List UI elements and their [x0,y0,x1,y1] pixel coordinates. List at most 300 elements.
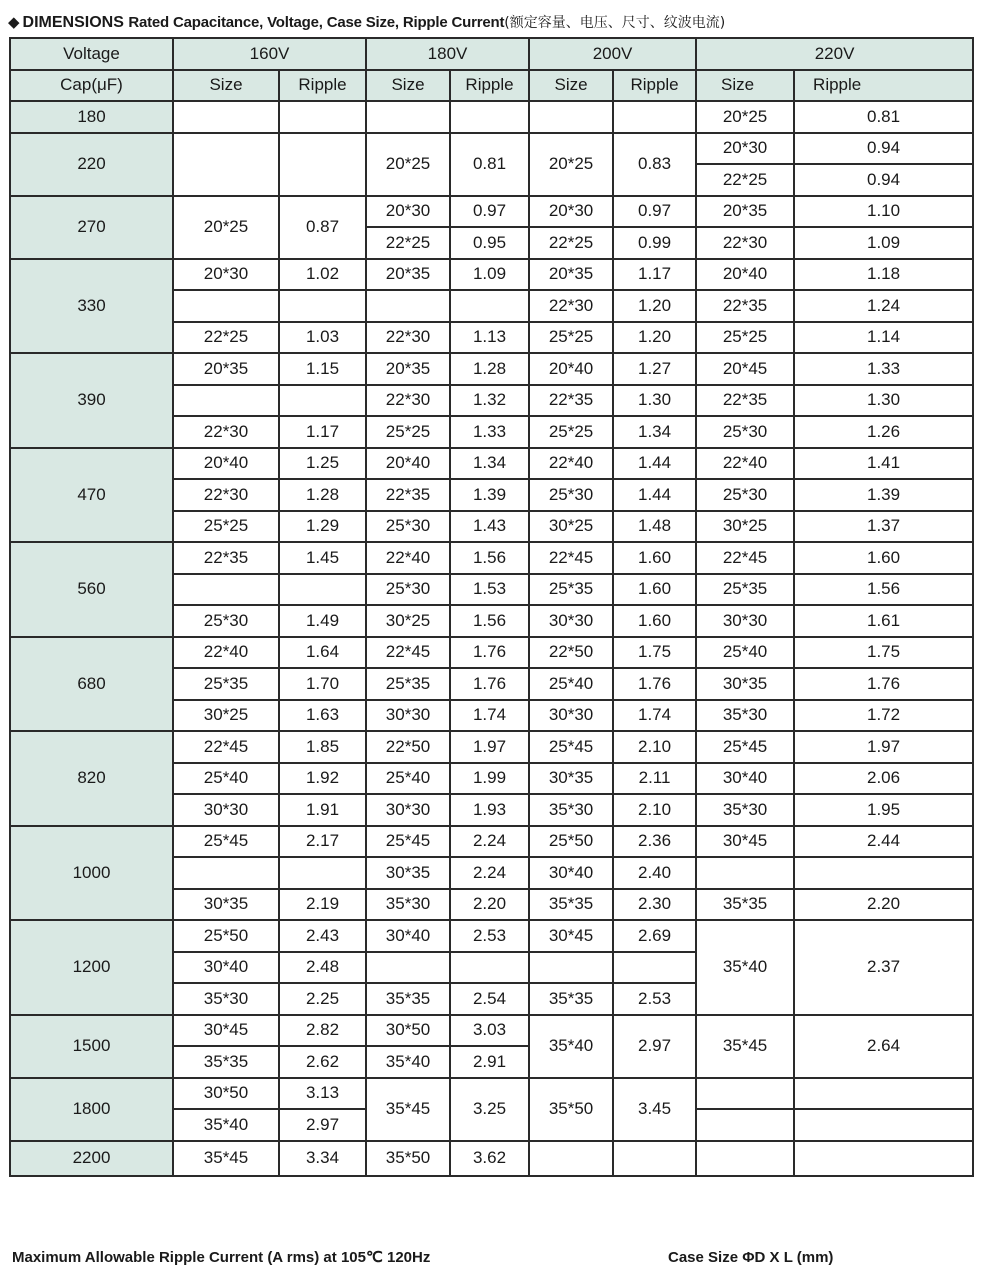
table-row [10,1015,973,1047]
ripple-cell: 1.61 [794,605,973,637]
ripple-cell: 0.97 [613,196,696,228]
voltage-220-header: 220V [696,38,973,70]
size-cell: 20*35 [696,196,794,228]
size-cell [529,101,613,133]
size-cell [173,290,279,322]
size-cell: 22*35 [696,290,794,322]
ripple-cell: 1.39 [450,479,529,511]
size-cell: 22*45 [529,542,613,574]
size-cell: 20*35 [173,353,279,385]
cap-value: 1200 [10,920,173,1015]
size-cell: 20*25 [696,101,794,133]
size-cell: 25*45 [366,826,450,858]
size-cell: 20*35 [366,353,450,385]
cap-value: 1500 [10,1015,173,1078]
ripple-cell: 1.76 [450,637,529,669]
size-cell: 35*50 [529,1078,613,1141]
ripple-cell: 1.75 [794,637,973,669]
size-cell: 25*25 [366,416,450,448]
ripple-cell [794,1078,973,1110]
size-cell: 22*50 [366,731,450,763]
ripple-cell: 1.63 [279,700,366,732]
size-cell: 35*45 [366,1078,450,1141]
ripple-cell: 0.99 [613,227,696,259]
ripple-cell: 1.09 [794,227,973,259]
size-cell [173,101,279,133]
size-cell: 22*35 [173,542,279,574]
voltage-200-header: 200V [529,38,696,70]
size-cell: 25*40 [696,637,794,669]
ripple-cell: 2.62 [279,1046,366,1078]
size-cell: 35*40 [696,920,794,1015]
ripple-cell: 1.13 [450,322,529,354]
size-cell: 22*30 [366,322,450,354]
size-cell [529,952,613,984]
size-cell: 20*45 [696,353,794,385]
size-cell: 22*25 [696,164,794,196]
size-cell: 22*25 [173,322,279,354]
table-row [10,1078,973,1110]
size-cell: 22*25 [366,227,450,259]
size-cell: 35*50 [366,1141,450,1176]
size-cell: 20*30 [529,196,613,228]
size-cell: 30*30 [529,605,613,637]
cap-value: 470 [10,448,173,543]
table-row [10,920,973,952]
size-cell [173,385,279,417]
size-cell: 35*40 [173,1109,279,1141]
ripple-cell: 3.13 [279,1078,366,1110]
size-cell: 25*40 [529,668,613,700]
size-cell: 35*35 [529,889,613,921]
ripple-cell [279,857,366,889]
ripple-cell: 1.76 [613,668,696,700]
ripple-cell: 2.69 [613,920,696,952]
size-cell: 35*30 [366,889,450,921]
size-header: Size [696,70,794,102]
ripple-cell: 1.95 [794,794,973,826]
ripple-cell [613,1141,696,1176]
cap-value: 270 [10,196,173,259]
size-cell: 35*40 [529,1015,613,1078]
size-cell: 20*40 [529,353,613,385]
size-cell: 22*35 [529,385,613,417]
ripple-cell: 0.81 [794,101,973,133]
ripple-cell: 1.09 [450,259,529,291]
cap-value: 220 [10,133,173,196]
ripple-cell: 2.54 [450,983,529,1015]
size-cell: 20*25 [173,196,279,259]
cap-value: 680 [10,637,173,732]
size-cell: 35*35 [366,983,450,1015]
size-cell: 30*25 [366,605,450,637]
case-size-note: Case Size ΦD X L (mm) [668,1249,834,1266]
dimensions-table [9,37,974,1177]
ripple-cell: 3.62 [450,1141,529,1176]
ripple-cell [279,574,366,606]
ripple-cell: 1.41 [794,448,973,480]
table-row [10,637,973,669]
ripple-cell: 1.17 [279,416,366,448]
size-header: Size [529,70,613,102]
table-row [10,731,973,763]
cap-value: 180 [10,101,173,133]
size-cell: 30*50 [173,1078,279,1110]
ripple-cell: 1.10 [794,196,973,228]
voltage-160-header: 160V [173,38,366,70]
size-header: Size [173,70,279,102]
size-cell: 25*30 [696,479,794,511]
ripple-cell: 1.30 [794,385,973,417]
title-heading: DIMENSIONS [22,14,124,31]
size-cell: 25*50 [173,920,279,952]
size-header: Size [366,70,450,102]
ripple-cell: 0.87 [279,196,366,259]
ripple-cell: 2.36 [613,826,696,858]
cap-value: 330 [10,259,173,354]
size-cell: 30*35 [173,889,279,921]
ripple-cell: 1.56 [450,542,529,574]
ripple-cell: 1.34 [450,448,529,480]
ripple-cell: 1.45 [279,542,366,574]
size-cell: 20*30 [366,196,450,228]
size-cell [173,133,279,196]
ripple-cell: 1.27 [613,353,696,385]
ripple-cell: 1.28 [450,353,529,385]
ripple-cell: 2.44 [794,826,973,858]
size-cell: 30*45 [696,826,794,858]
voltage-180-header: 180V [366,38,529,70]
header-subcolumn-row [10,70,973,102]
size-cell: 30*40 [529,857,613,889]
ripple-cell [613,952,696,984]
ripple-cell: 2.06 [794,763,973,795]
ripple-cell: 1.76 [450,668,529,700]
size-cell [366,101,450,133]
size-cell: 20*30 [173,259,279,291]
ripple-cell: 1.17 [613,259,696,291]
ripple-cell: 2.53 [450,920,529,952]
size-cell: 35*30 [696,700,794,732]
ripple-cell: 1.76 [794,668,973,700]
ripple-cell: 1.97 [794,731,973,763]
ripple-cell: 1.74 [450,700,529,732]
size-cell: 20*30 [696,133,794,165]
voltage-label: Voltage [10,38,173,70]
ripple-cell: 1.02 [279,259,366,291]
size-cell: 35*45 [173,1141,279,1176]
size-cell: 25*40 [173,763,279,795]
ripple-cell: 1.60 [794,542,973,574]
size-cell: 25*40 [366,763,450,795]
ripple-cell: 1.75 [613,637,696,669]
cap-value: 1800 [10,1078,173,1141]
size-cell: 25*30 [173,605,279,637]
ripple-cell: 0.97 [450,196,529,228]
size-cell: 22*30 [366,385,450,417]
size-cell: 30*35 [696,668,794,700]
header-voltage-row [10,38,973,70]
size-cell: 22*40 [529,448,613,480]
ripple-cell [794,1109,973,1141]
table-row [10,101,973,133]
ripple-cell [279,101,366,133]
size-cell: 30*25 [529,511,613,543]
ripple-cell: 2.97 [613,1015,696,1078]
ripple-cell: 2.11 [613,763,696,795]
ripple-cell: 2.43 [279,920,366,952]
ripple-cell: 3.03 [450,1015,529,1047]
size-cell: 30*45 [529,920,613,952]
title-chinese: (额定容量、电压、尺寸、纹波电流) [504,15,726,31]
ripple-cell: 2.53 [613,983,696,1015]
ripple-cell [450,952,529,984]
ripple-cell: 2.24 [450,857,529,889]
size-cell: 22*30 [173,416,279,448]
ripple-cell: 1.33 [450,416,529,448]
size-cell: 22*50 [529,637,613,669]
ripple-cell: 1.30 [613,385,696,417]
cap-value: 390 [10,353,173,448]
ripple-cell [450,290,529,322]
ripple-cell: 1.34 [613,416,696,448]
ripple-cell [279,290,366,322]
size-cell: 22*30 [173,479,279,511]
ripple-cell: 1.20 [613,322,696,354]
size-cell [173,857,279,889]
ripple-cell: 2.64 [794,1015,973,1078]
ripple-cell: 1.44 [613,479,696,511]
ripple-cell: 2.30 [613,889,696,921]
size-cell: 30*30 [173,794,279,826]
size-cell: 22*30 [696,227,794,259]
size-cell: 30*45 [173,1015,279,1047]
size-cell: 20*40 [696,259,794,291]
size-cell: 30*30 [366,794,450,826]
ripple-cell: 1.60 [613,605,696,637]
ripple-cell: 1.91 [279,794,366,826]
size-cell: 30*30 [696,605,794,637]
size-cell [529,1141,613,1176]
size-cell [366,952,450,984]
ripple-cell: 1.33 [794,353,973,385]
ripple-cell: 1.48 [613,511,696,543]
size-cell: 35*35 [696,889,794,921]
ripple-cell: 1.70 [279,668,366,700]
size-cell: 35*30 [696,794,794,826]
ripple-cell: 2.40 [613,857,696,889]
table-row [10,448,973,480]
ripple-cell: 0.94 [794,133,973,165]
ripple-cell: 1.72 [794,700,973,732]
ripple-cell: 1.28 [279,479,366,511]
size-cell: 22*35 [696,385,794,417]
size-cell: 25*25 [173,511,279,543]
ripple-cell: 2.19 [279,889,366,921]
ripple-cell: 1.60 [613,574,696,606]
ripple-cell: 0.83 [613,133,696,196]
table-row [10,353,973,385]
ripple-cell: 2.25 [279,983,366,1015]
size-cell: 35*40 [366,1046,450,1078]
size-cell: 20*35 [529,259,613,291]
size-cell: 30*40 [366,920,450,952]
size-cell: 20*40 [173,448,279,480]
ripple-cell: 0.81 [450,133,529,196]
ripple-cell: 1.03 [279,322,366,354]
size-cell [366,290,450,322]
size-cell: 20*40 [366,448,450,480]
size-cell: 25*25 [529,322,613,354]
ripple-current-note: Maximum Allowable Ripple Current (A rms) at 105℃ 120Hz [12,1249,431,1266]
size-cell [696,1141,794,1176]
ripple-cell: 3.25 [450,1078,529,1141]
ripple-cell: 1.85 [279,731,366,763]
table-row [10,542,973,574]
size-cell: 30*50 [366,1015,450,1047]
size-cell: 25*35 [696,574,794,606]
ripple-cell: 2.20 [450,889,529,921]
size-cell: 25*45 [173,826,279,858]
cap-value: 1000 [10,826,173,921]
ripple-cell: 1.74 [613,700,696,732]
ripple-cell: 1.60 [613,542,696,574]
ripple-cell: 1.20 [613,290,696,322]
size-cell: 35*35 [529,983,613,1015]
ripple-cell: 2.17 [279,826,366,858]
size-cell: 30*30 [529,700,613,732]
size-cell: 35*30 [173,983,279,1015]
size-cell: 22*40 [696,448,794,480]
size-cell: 35*45 [696,1015,794,1078]
ripple-cell: 1.32 [450,385,529,417]
table-row [10,826,973,858]
size-cell: 22*25 [529,227,613,259]
size-cell: 30*35 [366,857,450,889]
table-row [10,259,973,291]
size-cell: 25*35 [173,668,279,700]
size-cell: 30*25 [696,511,794,543]
ripple-cell: 1.56 [794,574,973,606]
ripple-cell: 2.10 [613,794,696,826]
size-cell: 25*30 [366,511,450,543]
ripple-cell: 1.29 [279,511,366,543]
ripple-cell: 0.95 [450,227,529,259]
size-cell: 25*35 [529,574,613,606]
size-cell: 30*30 [366,700,450,732]
size-cell: 25*30 [696,416,794,448]
ripple-cell: 2.97 [279,1109,366,1141]
ripple-cell: 1.25 [279,448,366,480]
size-cell: 30*40 [696,763,794,795]
diamond-icon: ◆ [8,14,20,31]
cap-label: Cap(μF) [10,70,173,102]
table-row [10,1141,973,1176]
ripple-cell: 1.39 [794,479,973,511]
size-cell: 30*40 [173,952,279,984]
ripple-cell: 2.24 [450,826,529,858]
ripple-cell: 2.20 [794,889,973,921]
ripple-cell: 2.10 [613,731,696,763]
size-cell: 22*40 [366,542,450,574]
ripple-cell [794,857,973,889]
size-cell: 22*45 [696,542,794,574]
page-title [8,10,725,36]
ripple-cell: 2.91 [450,1046,529,1078]
ripple-cell [450,101,529,133]
ripple-cell: 1.53 [450,574,529,606]
ripple-cell: 1.37 [794,511,973,543]
cap-value: 2200 [10,1141,173,1176]
size-cell: 22*35 [366,479,450,511]
ripple-cell [794,1141,973,1176]
size-cell: 30*35 [529,763,613,795]
size-cell: 20*25 [366,133,450,196]
size-cell: 25*25 [696,322,794,354]
ripple-cell: 1.24 [794,290,973,322]
ripple-cell: 0.94 [794,164,973,196]
ripple-cell: 1.43 [450,511,529,543]
ripple-cell: 1.64 [279,637,366,669]
ripple-cell: 2.37 [794,920,973,1015]
size-cell: 22*45 [366,637,450,669]
ripple-cell [279,385,366,417]
ripple-cell: 1.99 [450,763,529,795]
size-cell: 25*35 [366,668,450,700]
ripple-header: Ripple [613,70,696,102]
ripple-header: Ripple [794,70,973,102]
ripple-cell [279,133,366,196]
ripple-cell: 1.49 [279,605,366,637]
table-row [10,196,973,228]
ripple-cell: 1.15 [279,353,366,385]
size-cell: 35*35 [173,1046,279,1078]
size-cell: 20*25 [529,133,613,196]
ripple-cell: 3.34 [279,1141,366,1176]
size-cell: 22*45 [173,731,279,763]
size-cell: 22*30 [529,290,613,322]
ripple-header: Ripple [279,70,366,102]
ripple-header: Ripple [450,70,529,102]
size-cell: 20*35 [366,259,450,291]
ripple-cell: 1.14 [794,322,973,354]
table-row [10,133,973,165]
ripple-cell: 1.97 [450,731,529,763]
title-subtitle: Rated Capacitance, Voltage, Case Size, Ripple Current [128,14,505,31]
ripple-cell: 2.82 [279,1015,366,1047]
size-cell: 25*45 [529,731,613,763]
size-cell [696,857,794,889]
cap-value: 820 [10,731,173,826]
ripple-cell: 1.56 [450,605,529,637]
ripple-cell: 1.26 [794,416,973,448]
size-cell: 25*30 [529,479,613,511]
ripple-cell: 1.92 [279,763,366,795]
size-cell [696,1078,794,1110]
size-cell [173,574,279,606]
size-cell: 22*40 [173,637,279,669]
size-cell: 25*25 [529,416,613,448]
ripple-cell: 2.48 [279,952,366,984]
size-cell: 30*25 [173,700,279,732]
ripple-cell [613,101,696,133]
size-cell: 25*30 [366,574,450,606]
ripple-cell: 1.93 [450,794,529,826]
ripple-cell: 1.18 [794,259,973,291]
size-cell: 35*30 [529,794,613,826]
size-cell [696,1109,794,1141]
size-cell: 25*45 [696,731,794,763]
